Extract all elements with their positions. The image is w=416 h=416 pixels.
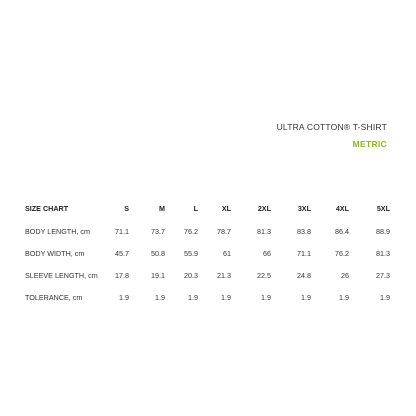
table-cell: 21.3 xyxy=(217,270,231,280)
row-label: BODY WIDTH, cm xyxy=(25,248,85,258)
size-column-header: 4XL xyxy=(335,204,349,213)
table-cell: 86.4 xyxy=(335,226,349,236)
size-chart-header: SIZE CHART xyxy=(25,204,69,213)
table-cell: 24.8 xyxy=(297,270,311,280)
table-cell: 76.2 xyxy=(335,248,349,258)
product-title: ULTRA COTTON® T-SHIRT xyxy=(276,122,387,132)
size-column-header: L xyxy=(193,204,198,213)
table-cell: 71.1 xyxy=(115,226,129,236)
table-cell: 1.9 xyxy=(339,292,349,302)
table-cell: 66 xyxy=(263,248,271,258)
size-column-header: 5XL xyxy=(376,204,390,213)
size-chart-body xyxy=(25,220,390,308)
table-cell: 81.3 xyxy=(376,248,390,258)
size-column-header: M xyxy=(159,204,165,213)
size-column-header: 2XL xyxy=(257,204,271,213)
table-cell: 88.9 xyxy=(376,226,390,236)
size-column-header: S xyxy=(124,204,129,213)
table-cell: 19.1 xyxy=(151,270,165,280)
table-cell: 1.9 xyxy=(380,292,390,302)
table-cell: 71.1 xyxy=(297,248,311,258)
table-cell: 20.3 xyxy=(184,270,198,280)
row-label: SLEEVE LENGTH, cm xyxy=(25,270,98,280)
table-cell: 17.8 xyxy=(115,270,129,280)
table-cell: 27.3 xyxy=(376,270,390,280)
size-column-header: 3XL xyxy=(297,204,311,213)
table-row xyxy=(25,286,390,308)
row-label: BODY LENGTH, cm xyxy=(25,226,90,236)
table-cell: 50.8 xyxy=(151,248,165,258)
table-cell: 83.8 xyxy=(297,226,311,236)
size-chart-table xyxy=(25,204,390,308)
table-cell: 1.9 xyxy=(155,292,165,302)
table-cell: 81.3 xyxy=(257,226,271,236)
table-cell: 1.9 xyxy=(301,292,311,302)
table-cell: 45.7 xyxy=(115,248,129,258)
table-cell: 55.9 xyxy=(184,248,198,258)
table-cell: 61 xyxy=(223,248,231,258)
unit-label: METRIC xyxy=(352,139,387,149)
table-row xyxy=(25,220,390,242)
table-cell: 22.5 xyxy=(257,270,271,280)
size-header-row xyxy=(25,204,390,220)
table-cell: 73.7 xyxy=(151,226,165,236)
size-column-header: XL xyxy=(221,204,231,213)
table-cell: 1.9 xyxy=(188,292,198,302)
table-cell: 78.7 xyxy=(217,226,231,236)
table-row xyxy=(25,264,390,286)
table-cell: 26 xyxy=(341,270,349,280)
table-row xyxy=(25,242,390,264)
table-cell: 76.2 xyxy=(184,226,198,236)
row-label: TOLERANCE, cm xyxy=(25,292,83,302)
table-cell: 1.9 xyxy=(221,292,231,302)
table-cell: 1.9 xyxy=(119,292,129,302)
table-cell: 1.9 xyxy=(261,292,271,302)
